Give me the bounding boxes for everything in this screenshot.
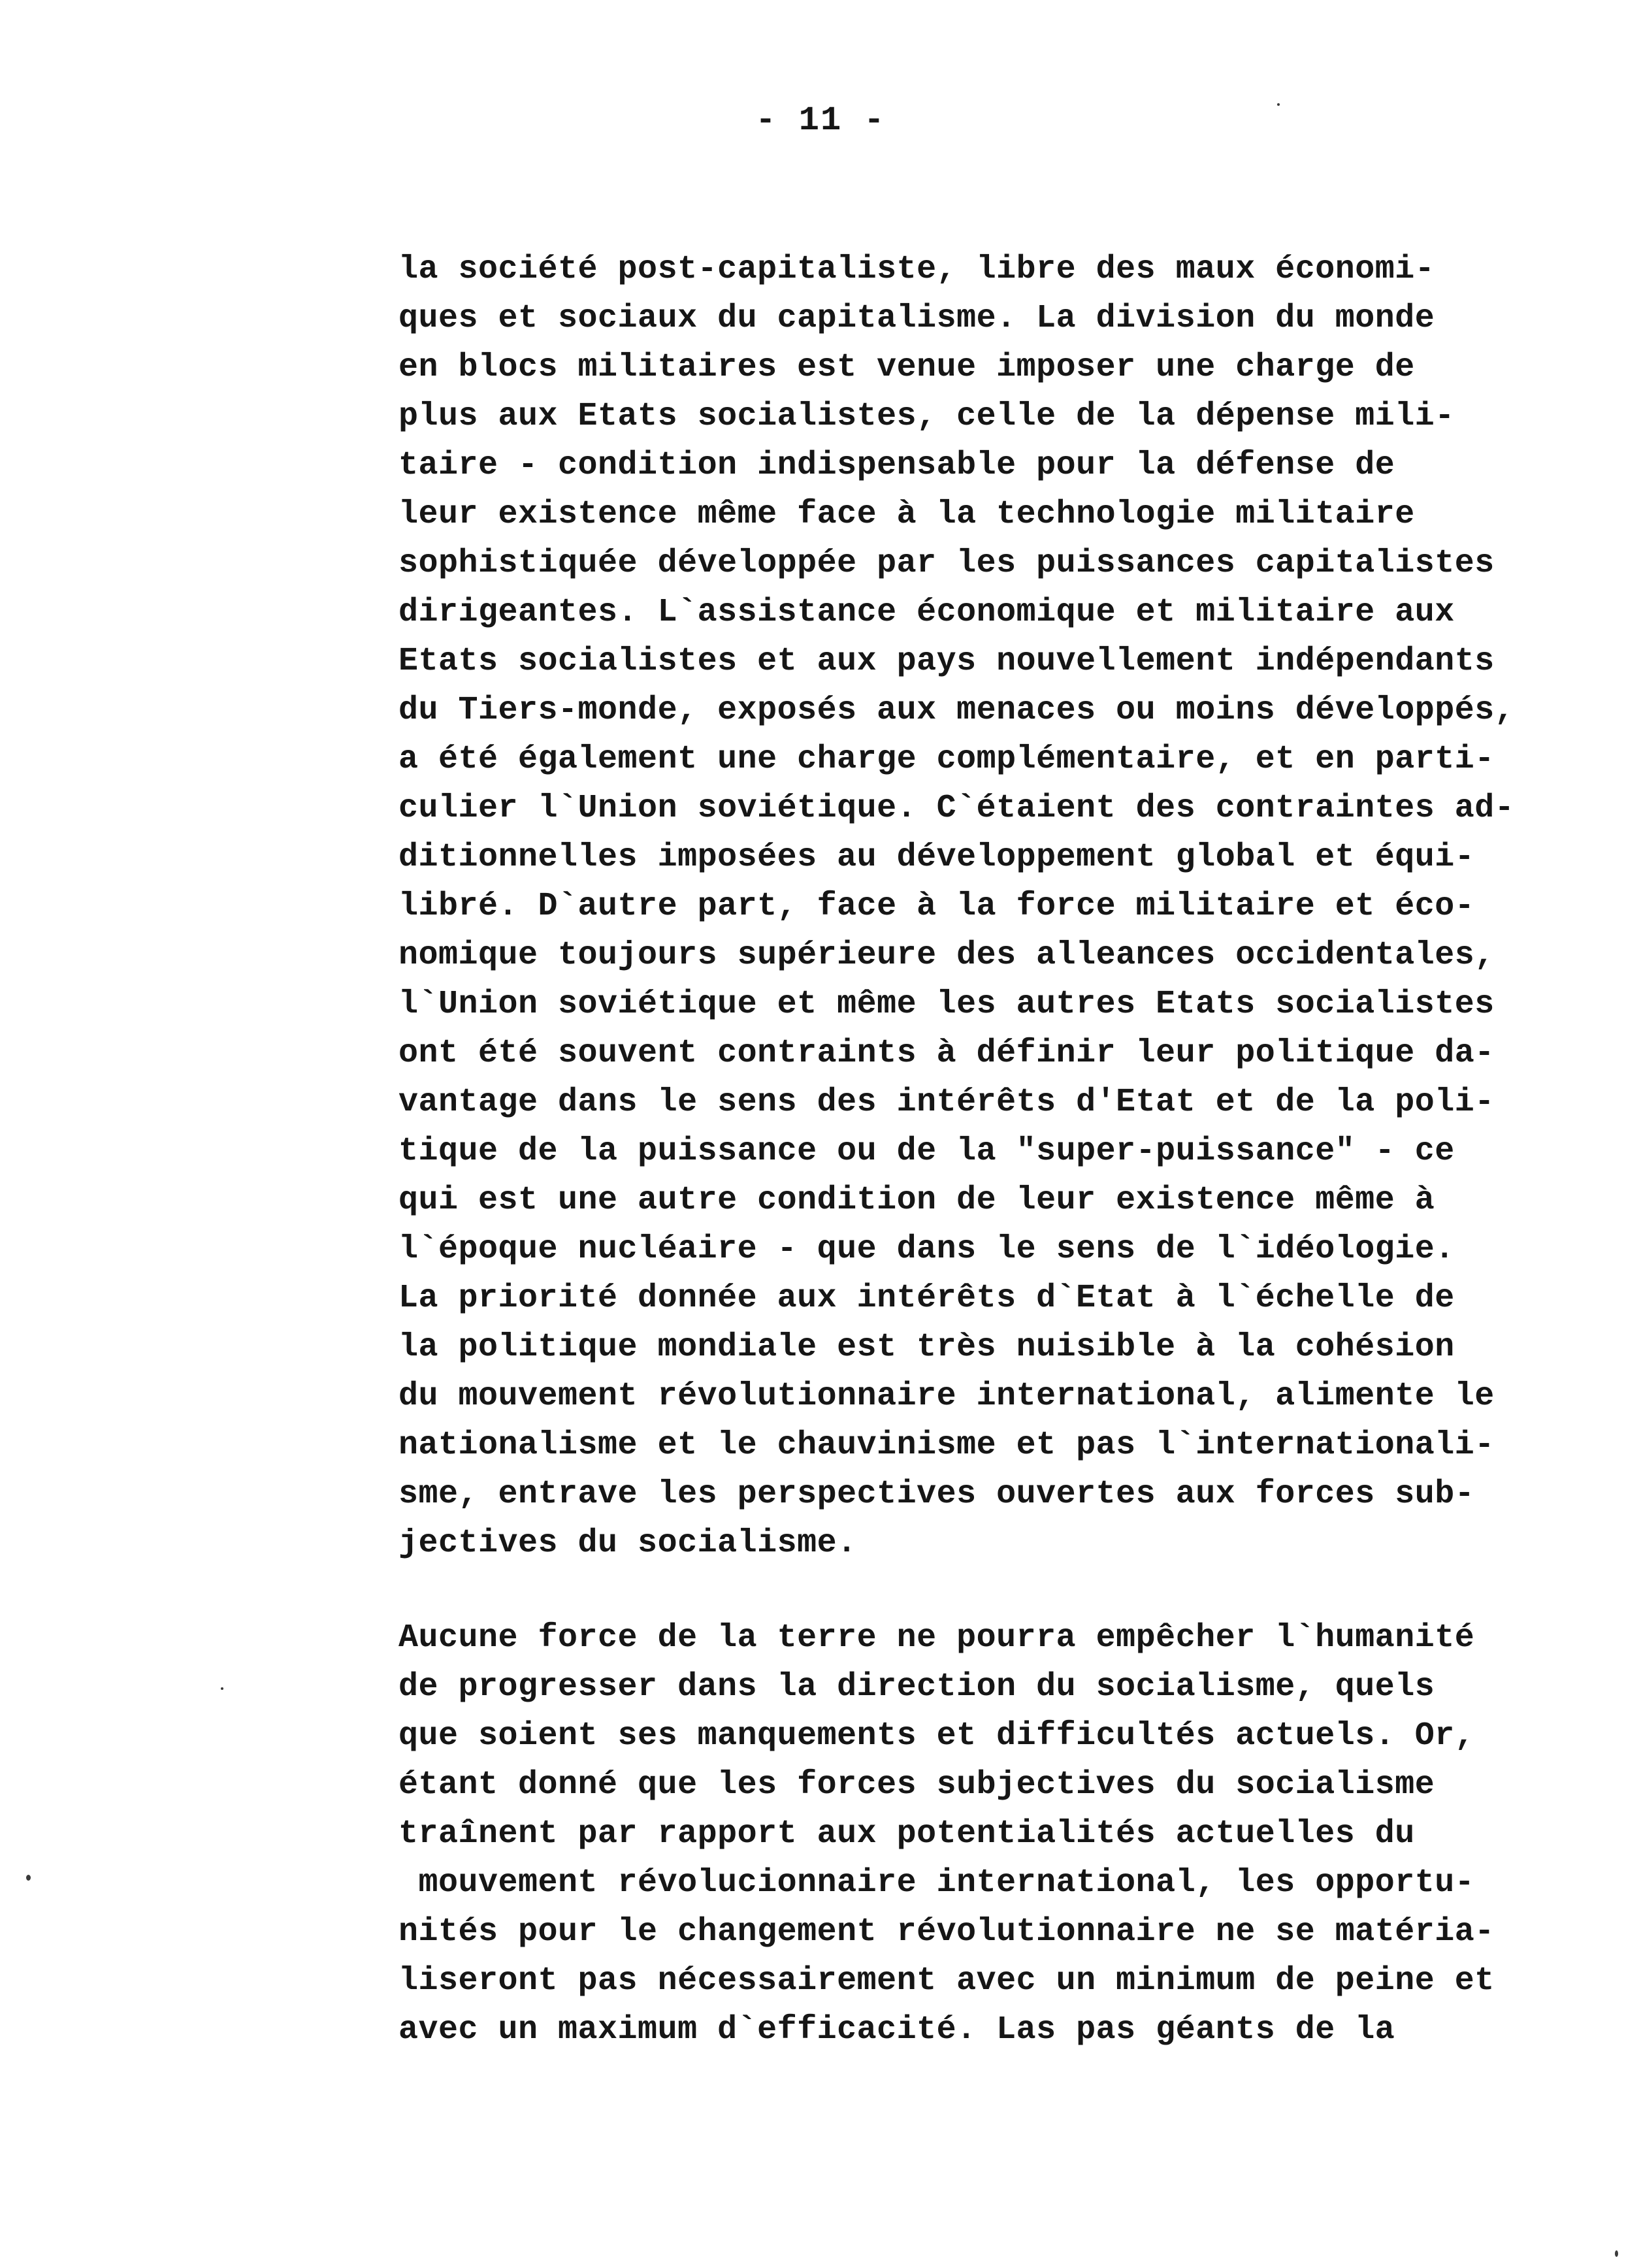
text-line: liseront pas nécessairement avec un minimum de peine et — [398, 1962, 1495, 2000]
text-line: avec un maximum d`efficacité. Las pas géants de la — [398, 2011, 1395, 2049]
paragraph — [398, 1613, 1535, 2054]
text-line: la société post-capitaliste, libre des maux économi- — [398, 251, 1435, 288]
text-line: nationalisme et le chauvinisme et pas l`internationali- — [398, 1427, 1495, 1464]
text-line: du Tiers-monde, exposés aux menaces ou moins développés, — [398, 692, 1515, 729]
text-line: plus aux Etats socialistes, celle de la dépense mili- — [398, 398, 1455, 435]
text-line: la politique mondiale est très nuisible à la cohésion — [398, 1329, 1455, 1366]
page-number: - 11 - — [755, 101, 886, 140]
text-line: nités pour le changement révolutionnaire ne se matéria- — [398, 1913, 1495, 1951]
text-line: dirigeantes. L`assistance économique et militaire aux — [398, 594, 1455, 631]
text-line: nomique toujours supérieure des alleances occidentales, — [398, 937, 1495, 974]
text-line: étant donné que les forces subjectives du socialisme — [398, 1766, 1435, 1804]
text-line: l`époque nucléaire - que dans le sens de l`idéologie. — [398, 1231, 1455, 1268]
text-line: culier l`Union soviétique. C`étaient des contraintes ad- — [398, 790, 1515, 827]
text-line: de progresser dans la direction du socialisme, quels — [398, 1668, 1435, 1706]
scan-speck — [1615, 2250, 1618, 2257]
text-line: traînent par rapport aux potentialités actuelles du — [398, 1815, 1415, 1853]
scan-speck — [221, 1687, 223, 1690]
text-line: mouvement révolucionnaire international, les opportu- — [398, 1864, 1475, 1902]
text-line: l`Union soviétique et même les autres Etats socialistes — [398, 986, 1495, 1023]
text-line: qui est une autre condition de leur existence même à — [398, 1182, 1435, 1219]
text-line: ques et sociaux du capitalisme. La division du monde — [398, 300, 1435, 337]
text-line: tique de la puissance ou de la "super-puissance" - ce — [398, 1133, 1455, 1170]
text-line: sme, entrave les perspectives ouvertes aux forces sub- — [398, 1476, 1475, 1513]
paragraph — [398, 245, 1535, 1568]
text-line: Aucune force de la terre ne pourra empêcher l`humanité — [398, 1619, 1475, 1657]
scan-speck — [1277, 103, 1280, 106]
text-line: a été également une charge complémentaire, et en parti- — [398, 741, 1495, 778]
text-line: taire - condition indispensable pour la défense de — [398, 447, 1395, 484]
text-line: du mouvement révolutionnaire international, alimente le — [398, 1378, 1495, 1415]
scan-speck — [26, 1875, 31, 1881]
text-line: leur existence même face à la technologie militaire — [398, 496, 1415, 533]
text-line: Etats socialistes et aux pays nouvellement indépendants — [398, 643, 1495, 680]
text-line: vantage dans le sens des intérêts d'Etat et de la poli- — [398, 1084, 1495, 1121]
text-line: jectives du socialisme. — [398, 1525, 857, 1562]
text-line: sophistiquée développée par les puissances capitalistes — [398, 545, 1495, 582]
text-line: ditionnelles imposées au développement global et équi- — [398, 839, 1475, 876]
text-line: que soient ses manquements et difficultés actuels. Or, — [398, 1717, 1475, 1755]
text-line: en blocs militaires est venue imposer une charge de — [398, 349, 1415, 386]
text-line: ont été souvent contraints à définir leur politique da- — [398, 1035, 1495, 1072]
text-line: La priorité donnée aux intérêts d`Etat à l`échelle de — [398, 1280, 1455, 1317]
text-line: libré. D`autre part, face à la force militaire et éco- — [398, 888, 1475, 925]
